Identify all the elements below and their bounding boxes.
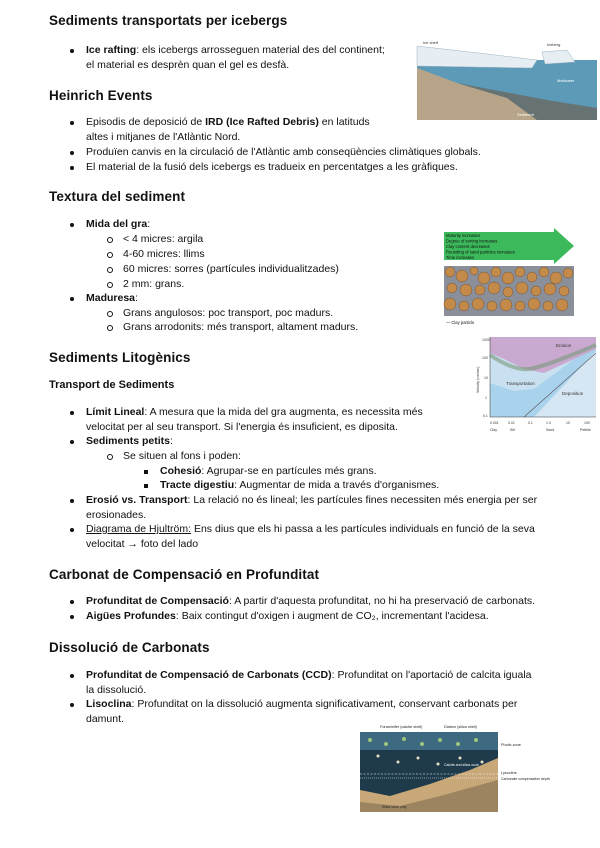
list-item: El material de la fusió dels icebergs es tradueix en percentatges a les gràfiques. [86,160,566,175]
ccd-diagram [360,722,550,812]
iceberg-diagram [417,38,597,120]
fig-label: Foraminifer (calcite shell) [380,725,423,729]
sub-list-item: Grans arrodonits: més transport, altament madurs. [123,321,359,333]
fig-label: Ice shelf [423,40,438,45]
list-item: Sediments petits: [86,435,173,447]
sub-sub-list-item: Cohesió: Agrupar-se en partícules més grans. [160,465,377,477]
y-tick: 0.1 [483,414,488,418]
list-item: Aigües Profundes: Baix contingut d'oxigen i augment de CO₂, incrementant l'acidesa. [86,609,586,624]
section-title-litogenics: Sediments Litogènics [49,350,191,365]
fig-label: Carbonate compensation depth [501,777,550,781]
y-tick: 1000 [482,338,490,342]
list-item: Lisoclina: Profunditat on la dissolució augmenta significativament, conservant carbonats per damunt. [86,697,576,727]
section-title-heinrich: Heinrich Events [49,88,153,103]
list-item: Produïen canvis en la circulació de l'Atlàntic amb conseqüències climàtiques globals. [86,145,566,160]
list-item: Erosió vs. Transport: La relació no és lineal; les partícules fines necessiten més energia per ser erosionades. [86,493,576,523]
maturity-diagram [444,228,574,328]
hjulstrom-link[interactable]: Diagrama de Hjultröm: [86,523,192,535]
axis-label: Velocity (cm/sec) [476,366,480,393]
section-title-compensacio: Carbonat de Compensació en Profunditat [49,567,320,582]
x-tick: 1.0 [546,421,551,425]
fig-label: Iceberg [547,42,561,47]
list-item: Maduresa: [86,292,138,304]
fig-label: Lysocline [501,771,517,775]
fig-label: Rounding of sand particles increases [446,249,515,255]
sub-list-item: Grans angulosos: poc transport, poc madurs. [123,307,334,319]
x-tick: 0.001 [490,421,499,425]
y-tick: 1 [485,396,487,400]
x-word: Silt [510,428,515,432]
x-tick: 100 [584,421,590,425]
x-tick: 0.01 [508,421,515,425]
x-tick: 0.1 [528,421,533,425]
sub-list-item: 4-60 micres: llims [123,248,205,260]
sub-list-item: < 4 micres: argila [123,233,204,245]
sub-list-item: 2 mm: grans. [123,278,185,290]
section-title-icebergs: Sediments transportats per icebergs [49,13,288,28]
x-tick: 10 [566,421,570,425]
fig-label: Silica ooze only [382,805,407,809]
fig-label: Degree of sorting increases [446,238,498,244]
fig-label: Photic zone [501,743,521,747]
region-label: Deposition [562,391,584,396]
region-label: Transportation [506,381,535,386]
fig-label: Clay content decreases [446,244,490,249]
fig-label: Diatom (silica shell) [444,725,477,729]
fig-label: Sediment [517,112,534,117]
list-item: Profunditat de Compensació: A partir d'aquesta profunditat, no hi ha preservació de carbonats. [86,594,586,609]
sub-sub-list-item: Tracte digestiu: Augmentar de mida a través d'organismes. [160,479,440,491]
fig-caption: — Clay particle [446,320,475,325]
list-item: Episodis de deposició de IRD (Ice Rafted Debris) en latituds altes i mitjanes de l'Atlàntic Nord. [86,115,406,145]
hjulstrom-diagram [474,333,600,441]
list-item: Mida del gra: [86,218,151,230]
list-item: Ice rafting: els icebergs arrosseguen material des del continent; el material es desprèn quan el gel es desfà. [86,43,406,73]
sub-list-item: 60 micres: sorres (partícules individualitzades) [123,263,339,275]
y-tick: 100 [482,356,488,360]
list-item: Diagrama de Hjultröm: Ens dius que els hi passa a les partícules individuals en funció de la seva velocitat → foto del lado [86,522,576,552]
region-label: Erosion [556,343,572,348]
x-word: Clay [490,428,498,432]
x-word: Pebble [580,428,591,432]
x-word: Sand [546,428,555,432]
y-tick: 10 [484,376,488,380]
fig-label: Calcite and silica ooze [444,763,479,767]
list-item: Límit Lineal: A mesura que la mida del gra augmenta, es necessita més velocitat per al seu transport. Si l'energia és insuficient, es diposita. [86,405,456,435]
list-item: Profunditat de Compensació de Carbonats (CCD): Profunditat on l'aportació de calcita iguala la dissolució. [86,668,576,698]
fig-label: Maturity increases [446,233,480,238]
subsection-title-transport: Transport de Sediments [49,379,175,391]
sub-list-item: Se situen al fons i poden: [123,450,241,462]
fig-label: Time increases [446,255,475,260]
section-title-textura: Textura del sediment [49,189,186,204]
fig-label: Meltwater [557,78,575,83]
section-title-dissolucio: Dissolució de Carbonats [49,640,210,655]
